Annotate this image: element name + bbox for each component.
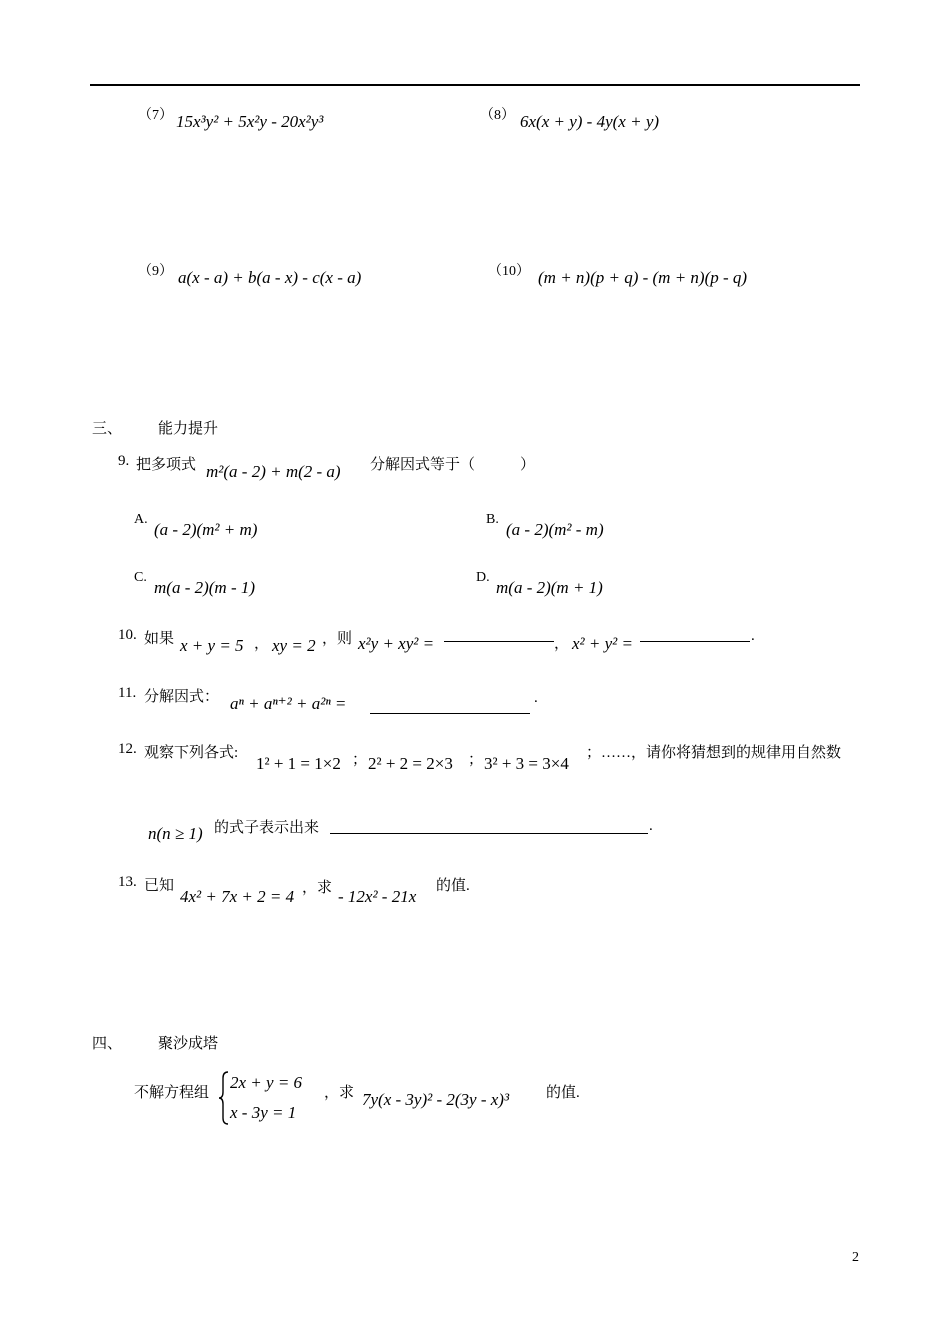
q10-sep1: ，: [254, 636, 270, 652]
q14-expr: 7y(x - 3y)² - 2(3y - x)³: [362, 1090, 510, 1109]
section-4-index: 四、: [92, 1036, 123, 1052]
q13-expr2: - 12x² - 21x: [338, 887, 417, 906]
q10-answer-blank-1[interactable]: [444, 640, 554, 642]
q9-number: 9.: [118, 453, 130, 469]
q10-cond2: xy = 2: [272, 636, 316, 655]
q9-option-b-expr: (a - 2)(m² - m): [506, 520, 604, 539]
q10-expr1: x²y + xy² =: [358, 634, 435, 653]
q10-text2: ，则: [322, 631, 353, 647]
system-brace-icon: [218, 1070, 230, 1126]
q14-text1: 不解方程组: [134, 1085, 210, 1101]
q11-expr: aⁿ + aⁿ⁺² + a²ⁿ =: [230, 694, 347, 713]
q13-expr1: 4x² + 7x + 2 = 4: [180, 887, 295, 906]
problem-9-label: （9）: [138, 264, 173, 279]
q9-option-c-label: C.: [134, 570, 147, 585]
q12-expr-2: 2² + 2 = 2×3: [368, 754, 453, 773]
q13-text3: 的值.: [436, 878, 470, 894]
q12-sep-1: ；: [352, 752, 368, 768]
q11-number: 11.: [118, 685, 137, 701]
q14-eq1: 2x + y = 6: [230, 1073, 303, 1092]
header-rule: [90, 84, 860, 86]
q9-option-d-label: D.: [476, 570, 490, 585]
q13-text2: ，求: [302, 880, 333, 896]
q12-answer-blank[interactable]: [330, 832, 648, 834]
q10-text1: 如果: [144, 631, 175, 647]
q11-text: 分解因式：: [144, 689, 220, 705]
problem-7-expr: 15x³y² + 5x²y - 20x²y³: [176, 112, 324, 131]
section-3-index: 三、: [92, 421, 123, 437]
page-number: 2: [852, 1250, 859, 1265]
q12-line2-text: 的式子表示出来: [214, 820, 320, 836]
q12-expr-3: 3² + 3 = 3×4: [484, 754, 569, 773]
problem-7-label: （7）: [138, 108, 173, 123]
q14-text3: 的值.: [546, 1085, 580, 1101]
problem-8-label: （8）: [480, 108, 515, 123]
q13-text1: 已知: [144, 878, 175, 894]
section-4-title: 聚沙成塔: [158, 1036, 219, 1052]
q12-expr-1: 1² + 1 = 1×2: [256, 754, 341, 773]
q9-text-after: 分解因式等于（ ）: [370, 457, 536, 473]
problem-9-expr: a(x - a) + b(a - x) - c(x - a): [178, 268, 362, 287]
q14-eq2: x - 3y = 1: [230, 1103, 297, 1122]
q12-line2-expr: n(n ≥ 1): [148, 824, 203, 843]
q13-number: 13.: [118, 874, 137, 890]
q9-option-a-label: A.: [134, 512, 148, 527]
q12-number: 12.: [118, 741, 137, 757]
problem-10-label: （10）: [488, 264, 530, 279]
q10-answer-blank-2[interactable]: [640, 640, 750, 642]
q9-text-before: 把多项式: [136, 457, 197, 473]
q9-option-a-expr: (a - 2)(m² + m): [154, 520, 258, 539]
q12-text: 观察下列各式:: [144, 745, 239, 761]
q9-option-b-label: B.: [486, 512, 499, 527]
q10-cond1: x + y = 5: [180, 636, 244, 655]
q12-tail: ；……，请你将猜想到的规律用自然数: [586, 745, 842, 761]
q11-answer-blank[interactable]: [370, 712, 530, 714]
q12-end: .: [649, 818, 653, 834]
section-3-title: 能力提升: [158, 421, 219, 437]
problem-8-expr: 6x(x + y) - 4y(x + y): [520, 112, 660, 131]
q9-option-d-expr: m(a - 2)(m + 1): [496, 578, 603, 597]
q11-end: .: [534, 690, 538, 706]
q9-expr: m²(a - 2) + m(2 - a): [206, 462, 341, 481]
q10-end: .: [751, 628, 755, 644]
q14-text2: ，求: [324, 1085, 355, 1101]
q10-sep2: ，: [554, 636, 570, 652]
q10-expr2: x² + y² =: [572, 634, 633, 653]
problem-10-expr: (m + n)(p + q) - (m + n)(p - q): [538, 268, 748, 287]
q10-number: 10.: [118, 627, 137, 643]
q12-sep-2: ；: [468, 752, 484, 768]
q9-option-c-expr: m(a - 2)(m - 1): [154, 578, 256, 597]
